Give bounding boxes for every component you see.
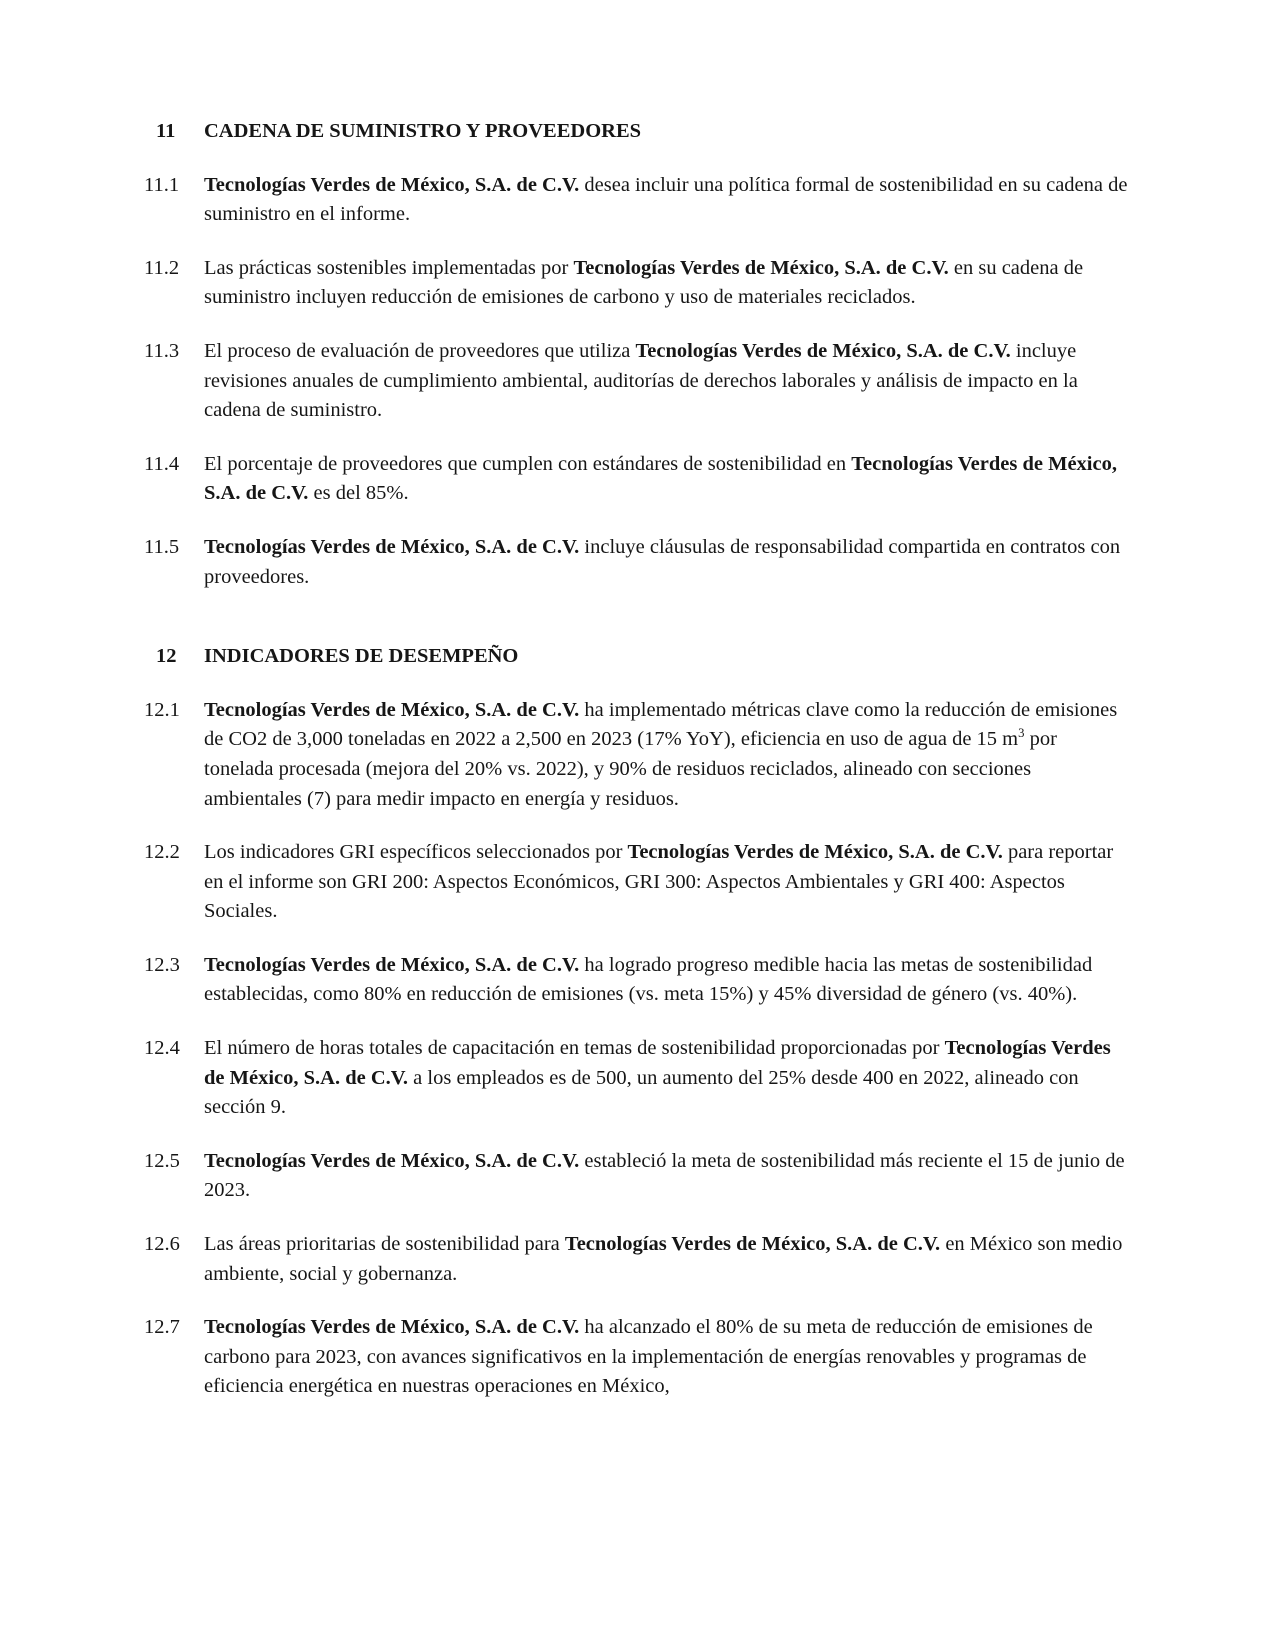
company-name-bold: Tecnologías Verdes de México, S.A. de C.V.: [204, 1149, 580, 1172]
item-text: [204, 1034, 1130, 1123]
numbered-paragraph: [144, 1230, 1130, 1289]
text-run: ha logrado progreso medible hacia las metas de sostenibilidad establecidas, como 80% en reducción de emisiones (vs. meta 15%) y 45% diversidad de género (vs. 40%).: [204, 953, 1093, 1006]
item-number: 12.2: [144, 841, 180, 864]
company-name-bold: Tecnologías Verdes de México, S.A. de C.V.: [204, 1316, 580, 1339]
company-name-bold: Tecnologías Verdes de México, S.A. de C.V.: [564, 1233, 941, 1256]
text-run: ha implementado métricas clave como la reducción de emisiones de CO2 de 3,000 toneladas en 2022 a 2,500 en 2023 (17% YoY), eficiencia en uso de agua de 15 m: [204, 698, 1118, 751]
text-run: incluye cláusulas de responsabilidad compartida en contratos con proveedores.: [204, 535, 1121, 588]
company-name-bold: Tecnologías Verdes de México, S.A. de C.V.: [627, 841, 1003, 864]
numbered-paragraph: [144, 838, 1130, 927]
text-run: desea incluir una política formal de sostenibilidad en su cadena de suministro en el informe.: [204, 173, 1128, 226]
company-name-bold: Tecnologías Verdes de México, S.A. de C.V.: [635, 339, 1011, 362]
company-name-bold: Tecnologías Verdes de México, S.A. de C.V.: [573, 256, 949, 279]
company-name-bold: Tecnologías Verdes de México, S.A. de C.V.: [204, 173, 580, 196]
numbered-paragraph: [144, 1313, 1130, 1402]
text-run: en México son medio ambiente, social y gobernanza.: [204, 1233, 1123, 1285]
text-run: El porcentaje de proveedores que cumplen con estándares de sostenibilidad en: [204, 452, 852, 475]
text-run: en su cadena de suministro incluyen reducción de emisiones de carbono y uso de materiales reciclados.: [204, 256, 1084, 309]
company-name-bold: Tecnologías Verdes de México, S.A. de C.V.: [204, 452, 1117, 505]
numbered-paragraph: [144, 1034, 1130, 1123]
numbered-paragraph: [144, 1147, 1130, 1206]
item-text: [204, 1147, 1130, 1206]
numbered-paragraph: [144, 254, 1130, 313]
item-number: 12.1: [144, 698, 180, 721]
section-number: 11: [156, 120, 176, 142]
text-run: es del 85%.: [308, 482, 409, 505]
document-section: [144, 117, 1130, 592]
text-run: Las áreas prioritarias de sostenibilidad para: [204, 1233, 565, 1256]
company-name-bold: Tecnologías Verdes de México, S.A. de C.V.: [204, 1037, 1111, 1089]
item-text: [204, 951, 1130, 1010]
text-run: por tonelada procesada (mejora del 20% vs. 2022), y 90% de residuos reciclados, alineado con secciones ambientales (7) para medir impacto en energía y residuos.: [204, 728, 1057, 810]
superscript-text: 3: [1018, 726, 1025, 741]
item-number: 12.3: [144, 953, 180, 976]
item-text: [204, 838, 1130, 927]
section-heading: [144, 117, 1130, 147]
section-title: INDICADORES DE DESEMPEÑO: [204, 645, 519, 668]
document-section: [144, 642, 1130, 1402]
item-text: [204, 171, 1130, 230]
numbered-paragraph: [144, 533, 1130, 592]
item-text: [204, 337, 1130, 426]
section-items: [144, 171, 1130, 593]
numbered-paragraph: [144, 696, 1130, 814]
item-number: 12.7: [144, 1316, 180, 1339]
numbered-paragraph: [144, 337, 1130, 426]
item-number: 11.4: [144, 452, 180, 475]
item-text: [204, 1313, 1130, 1402]
company-name-bold: Tecnologías Verdes de México, S.A. de C.V.: [204, 953, 580, 976]
company-name-bold: Tecnologías Verdes de México, S.A. de C.V.: [204, 535, 580, 558]
item-number: 11.1: [144, 173, 180, 196]
section-items: [144, 696, 1130, 1402]
item-number: 11.5: [144, 535, 180, 558]
item-text: [204, 1230, 1130, 1289]
company-name-bold: Tecnologías Verdes de México, S.A. de C.V.: [204, 698, 580, 721]
text-run: incluye revisiones anuales de cumplimiento ambiental, auditorías de derechos laborales y análisis de impacto en la cadena de suministro.: [204, 339, 1078, 422]
item-text: [204, 696, 1130, 814]
text-run: El número de horas totales de capacitación en temas de sostenibilidad proporcionadas por: [204, 1037, 945, 1060]
text-run: Los indicadores GRI específicos seleccionados por: [204, 841, 628, 864]
numbered-paragraph: [144, 450, 1130, 509]
text-run: ha alcanzado el 80% de su meta de reducción de emisiones de carbono para 2023, con avances significativos en la implementación de energías renovables y programas de eficiencia energética en nuestras operaciones en México,: [204, 1316, 1093, 1398]
item-number: 11.2: [144, 256, 180, 279]
numbered-paragraph: [144, 951, 1130, 1010]
item-number: 12.4: [144, 1037, 180, 1060]
item-number: 12.6: [144, 1233, 180, 1256]
item-text: [204, 254, 1130, 313]
item-text: [204, 450, 1130, 509]
document-content: [144, 117, 1130, 1402]
text-run: para reportar en el informe son GRI 200: Aspectos Económicos, GRI 300: Aspectos Ambientales y GRI 400: Aspectos Sociales.: [204, 841, 1114, 923]
item-text: [204, 533, 1130, 592]
numbered-paragraph: [144, 171, 1130, 230]
section-title: CADENA DE SUMINISTRO Y PROVEEDORES: [204, 120, 642, 142]
item-number: 12.5: [144, 1149, 180, 1172]
section-number: 12: [156, 645, 177, 668]
text-run: a los empleados es de 500, un aumento del 25% desde 400 en 2022, alineado con sección 9.: [204, 1066, 1079, 1119]
text-run: estableció la meta de sostenibilidad más reciente el 15 de junio de 2023.: [204, 1149, 1125, 1202]
text-run: El proceso de evaluación de proveedores que utiliza: [204, 339, 636, 362]
section-heading: [144, 642, 1130, 672]
text-run: Las prácticas sostenibles implementadas por: [204, 256, 574, 279]
item-number: 11.3: [144, 339, 180, 362]
